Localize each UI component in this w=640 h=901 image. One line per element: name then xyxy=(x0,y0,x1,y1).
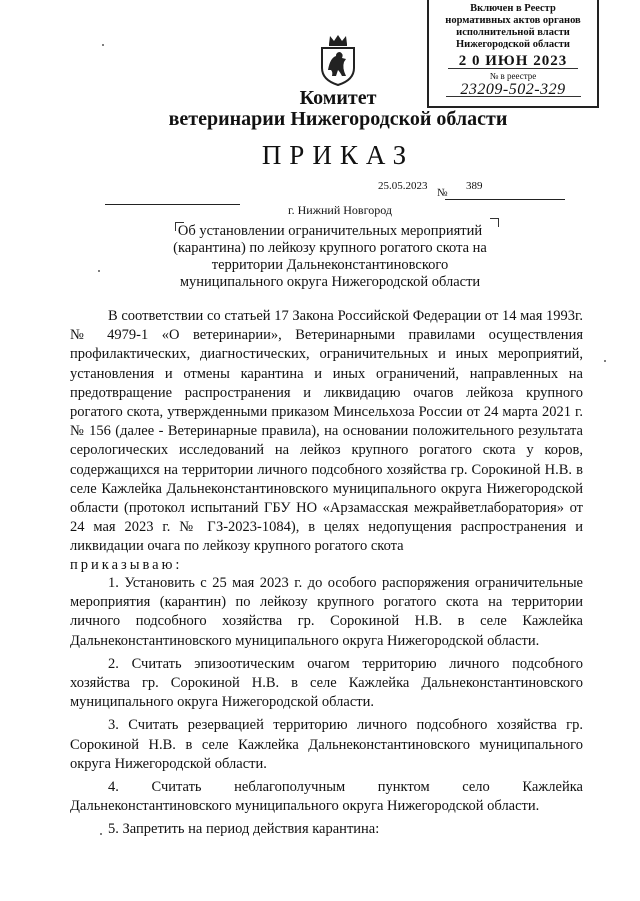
stamp-line: исполнительной власти xyxy=(456,27,570,38)
order-item: 4. Считать неблагополучным пунктом село Кажлейка Дальнеконстантиновского муниципального округа Нижегородской области. xyxy=(70,779,583,815)
document-type-title: ПРИКАЗ xyxy=(261,140,415,170)
document-date: 25.05.2023 xyxy=(378,180,428,192)
scan-speck xyxy=(604,360,606,362)
stamp-line: Нижегородской области xyxy=(456,39,570,50)
stamp-line: нормативных актов органов xyxy=(445,15,581,26)
subject-corner-right xyxy=(490,218,499,227)
preamble-section xyxy=(70,307,583,557)
order-item: 3. Считать резервацией территорию личного подсобного хозяйства гр. Сорокиной Н.В. в селе Кажлейка Дальнеконстантиновского муниципального округа Нижегородской области. xyxy=(70,717,583,772)
order-items xyxy=(70,574,583,844)
document-subject: Об установлении ограничительных мероприятий (карантина) по лейкозу крупного рогатого скота на территории Дальнеконстантиновского муниципального округа Нижегородской области xyxy=(173,223,487,290)
order-item: 2. Считать эпизоотическим очагом территорию личного подсобного хозяйства гр. Сорокиной Н.В. в селе Кажлейка Дальнеконстантиновского муниципального округа Нижегородской области. xyxy=(70,655,583,711)
city: г. Нижний Новгород xyxy=(288,203,392,217)
stamp-date: 2 0 ИЮН 2023 xyxy=(458,53,568,69)
number-sign: № xyxy=(437,187,448,199)
order-word: приказываю: xyxy=(70,557,183,573)
number-underline xyxy=(445,199,565,200)
scan-speck xyxy=(102,44,104,46)
order-item: 1. Установить с 25 мая 2023 г. до особого распоряжения ограничительные мероприятия (карантин) по лейкозу крупного рогатого скота на территории личного подсобного хозяйства гр. Сорокиной Н.В. в селе Кажлейка Дальнеконстантиновского муниципального округа Нижегородской области. xyxy=(70,575,583,649)
document-number: 389 xyxy=(466,180,483,192)
scan-speck xyxy=(100,833,102,835)
org-name-line2: ветеринарии Нижегородской области xyxy=(168,108,508,130)
coat-of-arms-icon xyxy=(316,32,360,86)
org-name-line1: Комитет xyxy=(299,87,377,109)
stamp-registry-label: № в реестре xyxy=(489,71,537,81)
stamp-registry-number: 23209-502-329 xyxy=(446,84,581,97)
stamp-line: Включен в Реестр xyxy=(470,3,556,14)
preamble-paragraph: В соответствии со статьей 17 Закона Российской Федерации от 14 мая 1993г. № 4979-1 «О ветеринарии», Ветеринарными правилами осуществления профилактических, диагностических, ограничительных и иных мероприятий, установления и отмены карантина и иных ограничений, направленных на предотвращение распространения и ликвидацию очагов лейкоза крупного рогатого скота, утвержденными приказом Минсельхоза России от 24 марта 2021 г. № 156 (далее - Ветеринарные правила), на основании положительного результата серологических исследований на лейкоз крупного рогатого скота у коров, содержащихся на территории личного подсобного хозяйства гр. Сорокиной Н.В. в селе Кажлейка Дальнеконстантиновского муниципального округа Нижегородской области (протокол испытаний ГБУ НО «Арзамасская межрайветлаборатория» от 24 мая 2023 г. № ГЗ-2023-1084), в целях недопущения распространения и ликвидации очага по лейкозу крупного рогатого скота xyxy=(70,308,583,555)
scan-speck xyxy=(98,270,100,272)
order-item: 5. Запретить на период действия карантина: xyxy=(108,821,380,838)
